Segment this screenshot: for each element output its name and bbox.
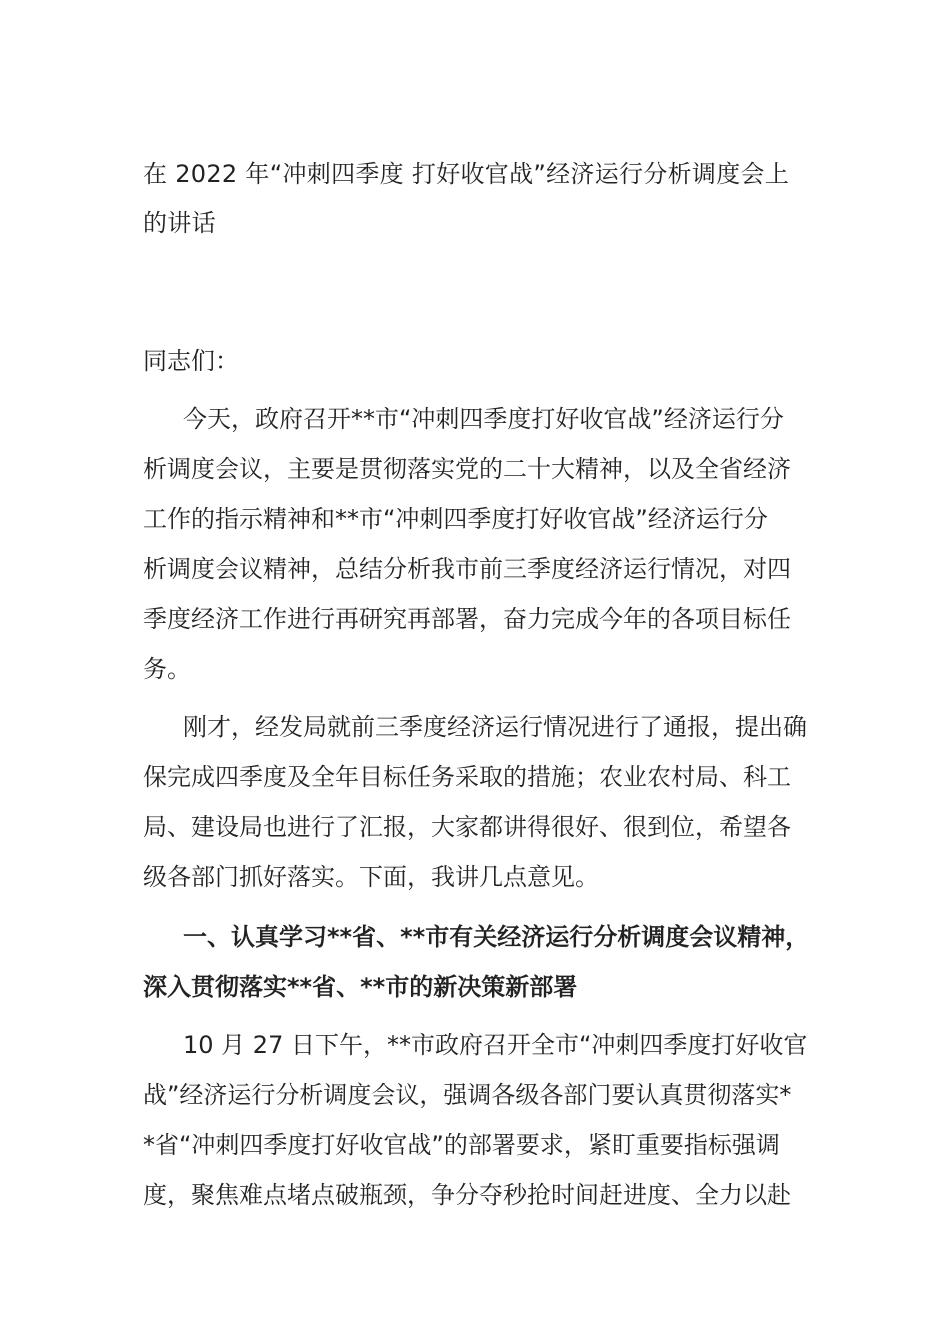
paragraph-meeting xyxy=(143,1020,807,1220)
section-heading-1 xyxy=(143,912,810,1012)
paragraph-line: 度，聚焦难点堵点破瓶颈，争分夺秒抢时间赶进度、全力以赴 xyxy=(143,1181,791,1209)
document-title xyxy=(143,150,807,248)
title-line-2: 的讲话 xyxy=(143,209,216,237)
paragraph-line: 季度经济工作进行再研究再部署，奋力完成今年的各项目标任 xyxy=(143,605,791,633)
paragraph-line: 10 月 27 日下午，**市政府召开全市“冲刺四季度打好收官 xyxy=(183,1031,808,1059)
document-page xyxy=(143,150,810,1220)
paragraph-report xyxy=(143,702,807,902)
paragraph-line: 务。 xyxy=(143,655,191,683)
paragraph-line: 局、建设局也进行了汇报，大家都讲得很好、很到位，希望各 xyxy=(143,813,791,841)
heading-line: 深入贯彻落实**省、**市的新决策新部署 xyxy=(143,973,578,1001)
paragraph-line: *省“冲刺四季度打好收官战”的部署要求，紧盯重要指标强调 xyxy=(143,1131,780,1159)
heading-line: 一、认真学习**省、**市有关经济运行分析调度会议精神， xyxy=(183,923,810,951)
paragraph-line: 保完成四季度及全年目标任务采取的措施；农业农村局、科工 xyxy=(143,763,791,791)
paragraph-line: 今天，政府召开**市“冲刺四季度打好收官战”经济运行分 xyxy=(183,405,784,433)
paragraph-line: 析调度会议精神，总结分析我市前三季度经济运行情况，对四 xyxy=(143,555,791,583)
paragraph-line: 刚才，经发局就前三季度经济运行情况进行了通报，提出确 xyxy=(183,713,807,741)
paragraph-line: 战”经济运行分析调度会议，强调各级各部门要认真贯彻落实* xyxy=(143,1081,792,1109)
paragraph-opening xyxy=(143,394,807,694)
paragraph-line: 级各部门抓好落实。下面，我讲几点意见。 xyxy=(143,863,599,891)
greeting: 同志们： xyxy=(143,347,239,375)
paragraph-line: 析调度会议，主要是贯彻落实党的二十大精神，以及全省经济 xyxy=(143,455,791,483)
paragraph-line: 工作的指示精神和**市“冲刺四季度打好收官战”经济运行分 xyxy=(143,505,768,533)
title-line-1: 在 2022 年“冲刺四季度 打好收官战”经济运行分析调度会上 xyxy=(143,160,790,188)
